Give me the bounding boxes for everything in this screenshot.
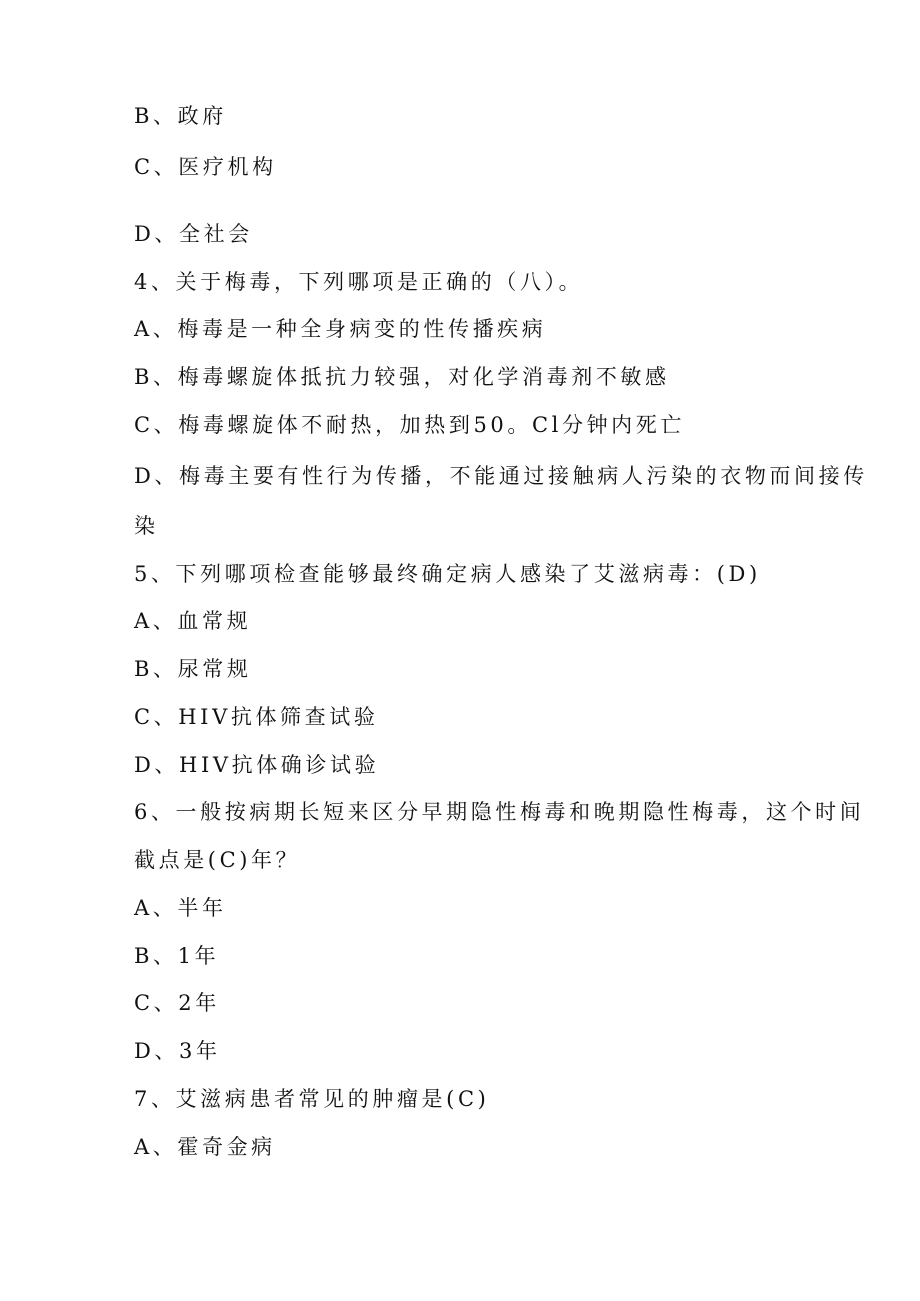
q4-option-d-continued: 染 [134,514,159,538]
question-4: 4、关于梅毒，下列哪项是正确的（八）。 [134,270,584,294]
q6-option-d: D、3年 [134,1039,221,1063]
q6-option-c: C、2年 [134,991,220,1015]
question-6: 6、一般按病期长短来区分早期隐性梅毒和晚期隐性梅毒，这个时间 [134,800,865,824]
question-5: 5、下列哪项检查能够最终确定病人感染了艾滋病毒：(D) [134,562,761,586]
option-b-line: B、政府 [134,104,227,128]
q4-option-c: C、梅毒螺旋体不耐热，加热到50。Cl分钟内死亡 [134,413,685,437]
q6-option-b: B、1年 [134,944,220,968]
q7-option-a: A、霍奇金病 [134,1135,276,1159]
q5-option-b: B、尿常规 [134,657,252,681]
q6-option-a: A、半年 [134,896,227,920]
q4-option-a: A、梅毒是一种全身病变的性传播疾病 [134,317,547,341]
q4-option-b: B、梅毒螺旋体抵抗力较强，对化学消毒剂不敏感 [134,365,670,389]
option-d-line: D、全社会 [134,222,253,246]
q4-option-d: D、梅毒主要有性行为传播，不能通过接触病人污染的衣物而间接传 [134,464,868,488]
q5-option-d: D、HIV抗体确诊试验 [134,753,380,777]
question-6-continued: 截点是(C)年？ [134,848,301,872]
option-c-line: C、医疗机构 [134,155,277,179]
q5-option-c: C、HIV抗体筛查试验 [134,705,379,729]
question-7: 7、艾滋病患者常见的肿瘤是(C) [134,1087,490,1111]
q5-option-a: A、血常规 [134,609,252,633]
